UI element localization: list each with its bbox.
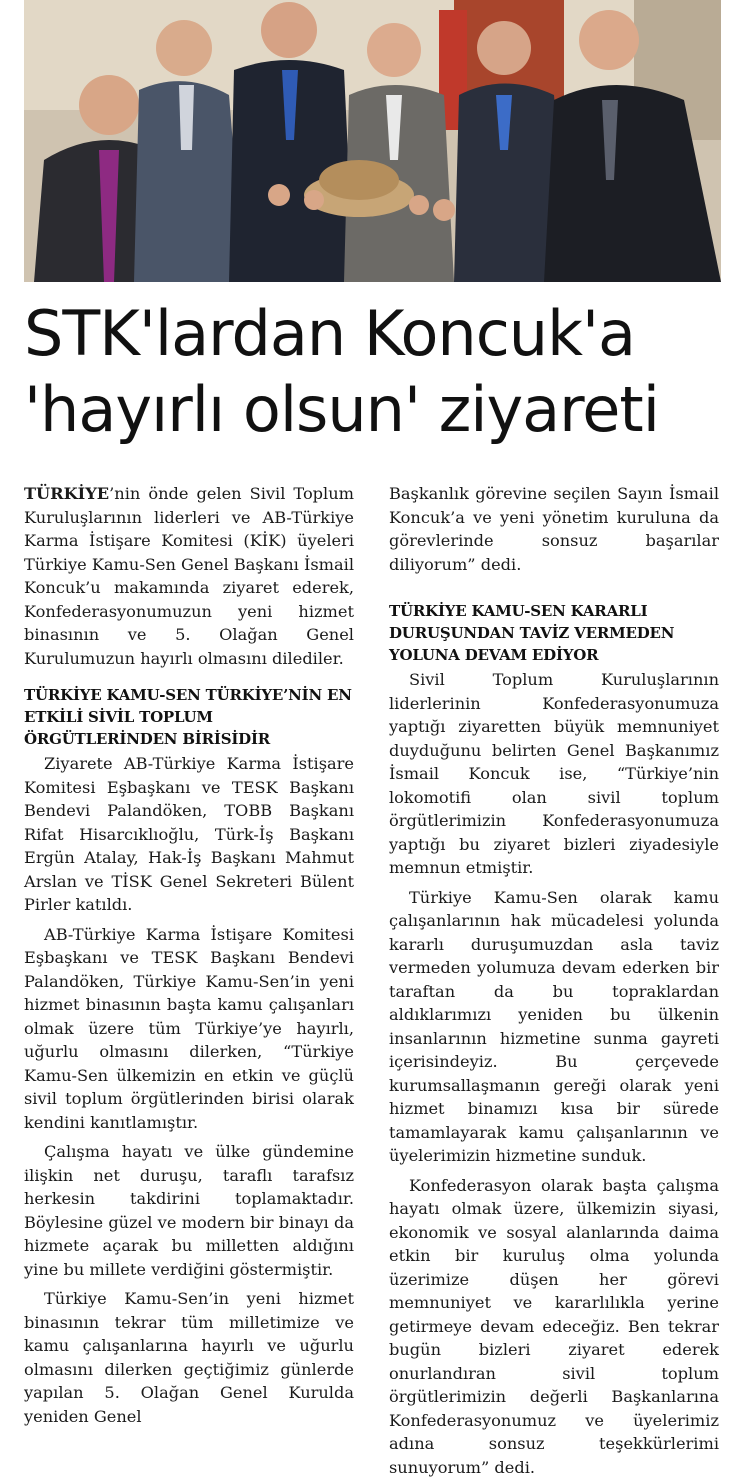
paragraph: Çalışma hayatı ve ülke gündemine ilişkin net duruşu, taraflı tarafsız herkesin takdirini toplamaktadır. Böylesine güzel ve modern bir binayı da hizmete açarak bu milletten aldığını yine bu millete verdiğini göstermiştir. bbox=[24, 1140, 354, 1281]
lead-word: TÜRKİYE bbox=[24, 484, 109, 503]
paragraph: Ziyarete AB-Türkiye Karma İstişare Komitesi Eşbaşkanı ve TESK Başkanı Bendevi Palandöken, TOBB Başkanı Rifat Hisarcıklıoğlu, Türk-İş Başkanı Ergün Atalay, Hak-İş Başkanı Mahmut Arslan ve TİSK Genel Sekreteri Bülent Pirler katıldı. bbox=[24, 752, 354, 917]
paragraph: Sivil Toplum Kuruluşlarının liderlerinin Konfederasyonumuza yaptığı ziyaretten büyük memnuniyet duyduğunu belirten Genel Başkanımız İsmail Koncuk ise, “Türkiye’nin lokomotifi olan sivil toplum örgütlerimizin Konfederasyonumuza yaptığı bu ziyaret bizleri ziyadesiyle memnun etmiştir. bbox=[389, 668, 719, 880]
paragraph: AB-Türkiye Karma İstişare Komitesi Eşbaşkanı ve TESK Başkanı Bendevi Palandöken, Türkiye Kamu-Sen’in yeni hizmet binasının başta kamu çalışanları olmak üzere tüm Türkiye’ye hayırlı, uğurlu olmasını dilerken, “Türkiye Kamu-Sen ülkemizin en etkin ve güçlü sivil toplum örgütlerinden birisi olarak kendini kanıtlamıştır. bbox=[24, 923, 354, 1135]
article-column-left bbox=[24, 482, 354, 1428]
subheading: TÜRKİYE KAMU-SEN TÜRKİYE’NİN EN ETKİLİ SİVİL TOPLUM ÖRGÜTLERİNDEN BİRİSİDİR bbox=[24, 684, 354, 750]
headline-line: 'hayırlı olsun' ziyareti bbox=[24, 372, 724, 448]
paragraph: Türkiye Kamu-Sen olarak kamu çalışanlarının hak mücadelesi yolunda kararlı duruşumuzdan asla taviz vermeden yolumuza devam ederken bir taraftan da bu topraklardan aldıklarımızı yeniden bu ülkenin insanlarının hizmetine sunma gayreti içerisindeyiz. Bu çerçevede kurumsallaşmanın gereği olarak yeni hizmet binamızı kısa bir sürede tamamlayarak kamu çalışanlarının ve üyelerimizin hizmetine sunduk. bbox=[389, 886, 719, 1168]
article-headline bbox=[24, 296, 724, 448]
paragraph-text: ’nin önde gelen Sivil Toplum Kuruluşlarının liderleri ve AB-Türkiye Karma İstişare Komitesi (KİK) üyeleri Türkiye Kamu-Sen Genel Başkanı İsmail Koncuk’u makamında ziyaret ederek, Konfederasyonumuzun yeni hizmet binasının ve 5. Olağan Genel Kurulumuzun hayırlı olmasını dilediler. bbox=[24, 484, 354, 668]
paragraph bbox=[24, 482, 354, 670]
paragraph: Başkanlık görevine seçilen Sayın İsmail Koncuk’a ve yeni yönetim kuruluna da görevlerinde sonsuz başarılar diliyorum” dedi. bbox=[389, 482, 719, 576]
headline-line: STK'lardan Koncuk'a bbox=[24, 296, 724, 372]
group-photo bbox=[24, 0, 721, 282]
subheading: TÜRKİYE KAMU-SEN KARARLI DURUŞUNDAN TAVİZ VERMEDEN YOLUNA DEVAM EDİYOR bbox=[389, 600, 719, 666]
paragraph: Konfederasyon olarak başta çalışma hayatı olmak üzere, ülkemizin siyasi, ekonomik ve sosyal alanlarında daima etkin bir kuruluş olma yolunda üzerimize düşen her görevi memnuniyet ve kararlılıkla yerine getirmeye devam edeceğiz. Ben tekrar bugün bizleri ziyaret ederek onurlandıran sivil toplum örgütlerimizin değerli Başkanlarına Konfederasyonumuz ve üyelerimiz adına sonsuz teşekkürlerimi sunuyorum” dedi. bbox=[389, 1174, 719, 1479]
article-column-right bbox=[389, 482, 719, 1479]
paragraph: Türkiye Kamu-Sen’in yeni hizmet binasının tekrar tüm milletimize ve kamu çalışanlarına hayırlı ve uğurlu olmasını dilerken geçtiğimiz günlerde yapılan 5. Olağan Genel Kurulda yeniden Genel bbox=[24, 1287, 354, 1428]
